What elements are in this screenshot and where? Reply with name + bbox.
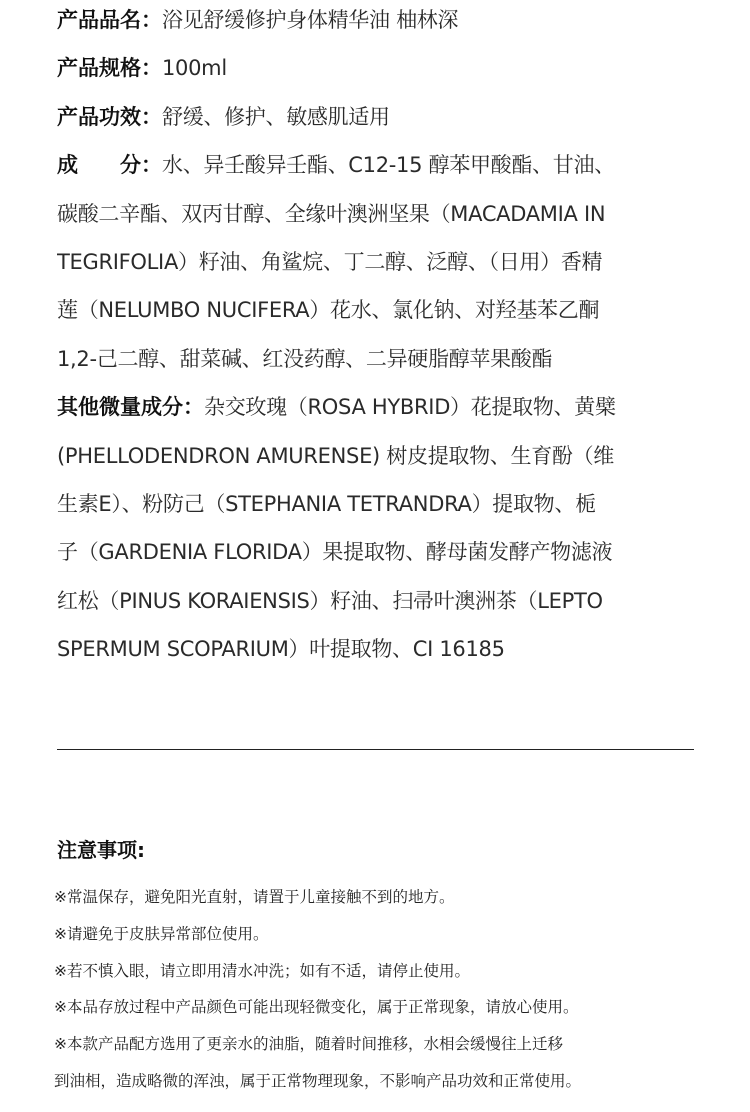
minor-ingredients-line: (PHELLODENDRON AMURENSE) 树皮提取物、生育酚（维: [57, 443, 615, 468]
product-name-row: [57, 0, 707, 48]
product-spec-row: [57, 48, 707, 96]
note-item: ※请避免于皮肤异常部位使用。: [54, 924, 269, 943]
note-item: ※常温保存，避免阳光直射，请置于儿童接触不到的地方。: [54, 888, 455, 906]
ingredients-line: TEGRIFOLIA）籽油、角鲨烷、丁二醇、泛醇、（日用）香精: [57, 249, 603, 274]
notes-list: [54, 882, 714, 1103]
minor-ingredients-label: 其他微量成分：: [57, 395, 204, 420]
minor-ingredients-line: 子（GARDENIA FLORIDA）果提取物、酵母菌发酵产物滤液: [57, 540, 613, 565]
product-name-value: 浴见舒缓修护身体精华油 柚林深: [162, 8, 459, 32]
ingredients-line: 水、异壬酸异壬酯、C12-15 醇苯甲酸酯、甘油、: [162, 153, 615, 178]
ingredients-continuation: [57, 339, 707, 387]
ingredients-line: 碳酸二辛酯、双丙甘醇、全缘叶澳洲坚果（MACADAMIA IN: [57, 201, 606, 226]
ingredients-label: 成 分：: [57, 153, 162, 178]
minor-ingredients-continuation: [57, 436, 707, 484]
notes-title: 注意事项:: [57, 838, 145, 862]
ingredients-continuation: [57, 290, 707, 338]
minor-ingredients-continuation: [57, 581, 707, 629]
minor-ingredients-continuation: [57, 629, 707, 677]
minor-ingredients-continuation: [57, 532, 707, 580]
product-info: [57, 0, 707, 677]
product-effect-value: 舒缓、修护、敏感肌适用: [162, 104, 390, 129]
minor-ingredients-line: 生素E）、粉防己（STEPHANIA TETRANDRA）提取物、栀: [57, 491, 596, 516]
ingredients-line: 莲（NELUMBO NUCIFERA）花水、氯化钠、对羟基苯乙酮: [57, 298, 600, 323]
product-effect-row: [57, 97, 707, 145]
product-spec-label: 产品规格：: [57, 56, 162, 81]
note-item: ※若不慎入眼，请立即用清水冲洗；如有不适，请停止使用。: [54, 961, 470, 980]
product-spec-value: 100ml: [162, 56, 227, 81]
minor-ingredients-line: SPERMUM SCOPARIUM）叶提取物、CI 16185: [57, 637, 505, 662]
note-item: 到油相，造成略微的浑浊，属于正常物理现象，不影响产品功效和正常使用。: [54, 1071, 582, 1090]
ingredients-continuation: [57, 242, 707, 290]
minor-ingredients-line: 红松（PINUS KORAIENSIS）籽油、扫帚叶澳洲茶（LEPTO: [57, 588, 603, 613]
ingredients-row: [57, 145, 707, 193]
ingredients-continuation: [57, 194, 707, 242]
note-item: ※本品存放过程中产品颜色可能出现轻微变化，属于正常现象，请放心使用。: [54, 998, 579, 1017]
minor-ingredients-continuation: [57, 484, 707, 532]
ingredients-line: 1,2-己二醇、甜菜碱、红没药醇、二异硬脂醇苹果酸酯: [57, 346, 553, 371]
product-effect-label: 产品功效：: [57, 104, 162, 129]
product-name-label: 产品品名：: [57, 8, 162, 32]
minor-ingredients-line: 杂交玫瑰（ROSA HYBRID）花提取物、黄檗: [204, 395, 616, 420]
section-divider: [57, 749, 694, 750]
note-item: ※本款产品配方选用了更亲水的油脂，随着时间推移，水相会缓慢往上迁移: [54, 1035, 563, 1054]
minor-ingredients-row: [57, 387, 707, 435]
